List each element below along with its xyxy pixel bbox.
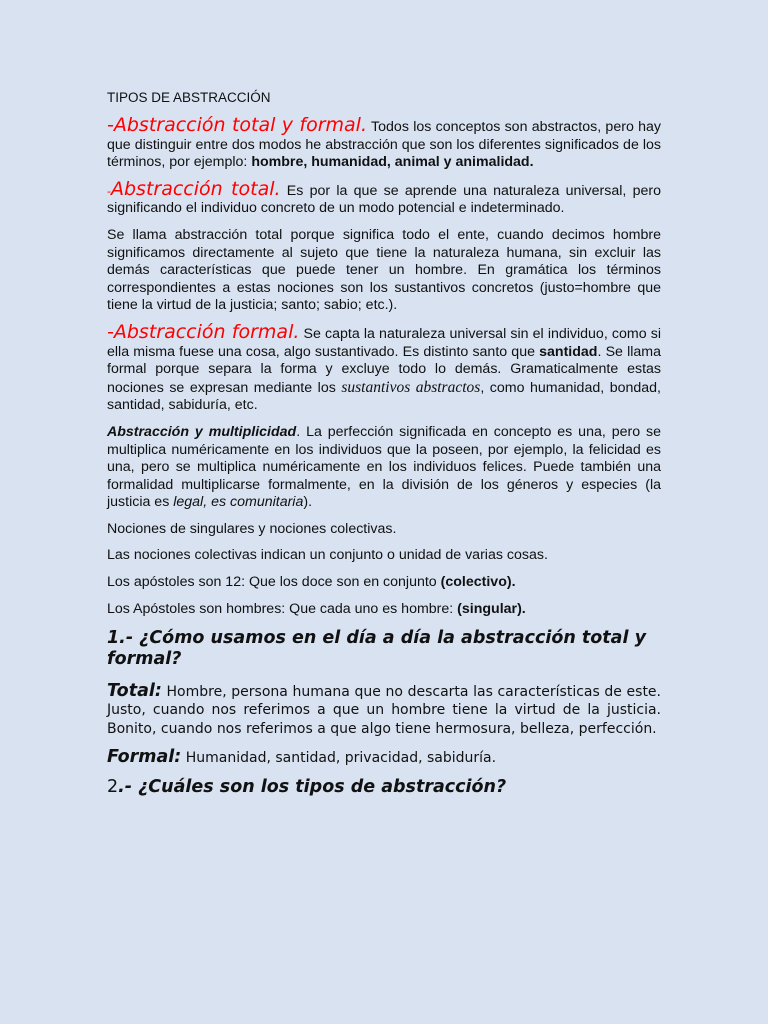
- bold-santidad: santidad: [539, 343, 598, 360]
- question-2: [107, 777, 661, 798]
- paragraph-text: Se capta la naturaleza universal sin el individuo, como si ella misma fuese una cosa, algo sustantivado. Es distinto santo que: [107, 325, 661, 360]
- heading-abstraccion-total-formal: -Abstracción total y formal.: [107, 114, 368, 136]
- paragraph-text: Nociones de singulares y nociones colectivas.: [107, 520, 397, 537]
- paragraph-text: Los apóstoles son 12: Que los doce son en conjunto: [107, 574, 441, 591]
- answer-text: Hombre, persona humana que no descarta las características de este. Justo, cuando nos referimos a que un hombre tiene la virtud de la justicia. Bonito, cuando nos referimos a que algo tiene hermosura, belleza, perfección.: [107, 684, 661, 737]
- label-total: Total:: [107, 681, 162, 702]
- paragraph-text: Se llama abstracción total porque significa todo el ente, cuando decimos hombre significamos directamente al sujeto que tiene la naturaleza humana, sin excluir las demás características que puede tener un hombre. En gramática los términos correspondientes a estas nociones son los sustantivos concretos (justo=hombre que tiene la virtud de la justicia; santo; sabio; etc.).: [107, 226, 661, 314]
- paragraph-multiplicidad: [107, 424, 661, 512]
- paragraph-formal: [107, 320, 661, 415]
- bold-examples: hombre, humanidad, animal y animalidad.: [251, 154, 534, 171]
- heading-abstraccion-total: Abstracción total.: [110, 177, 281, 200]
- paragraph-text: Los Apóstoles son hombres: Que cada uno es hombre:: [107, 600, 458, 617]
- paragraph-nociones: [107, 521, 661, 539]
- paragraph-total: [107, 177, 661, 218]
- bold-singular: (singular).: [457, 600, 526, 617]
- paragraph-text: , como humanidad, bondad, santidad, sabiduría, etc.: [107, 379, 661, 414]
- paragraph-total-explanation: [107, 227, 661, 315]
- red-dash: -: [107, 184, 111, 198]
- paragraph-text: . Se llama formal porque separa la forma y excluye todo lo demás. Gramaticalmente estas nociones se expresan mediante los: [107, 343, 661, 396]
- paragraph-apostoles-singular: [107, 601, 661, 619]
- paragraph-text: ).: [303, 494, 313, 511]
- document-page: [107, 90, 661, 810]
- paragraph-text: Es por la que se aprende una naturaleza universal, pero significando el individuo concreto de un modo potencial e indeterminado.: [107, 182, 661, 217]
- italic-legal: legal, es comunitaria: [173, 494, 304, 511]
- heading-abstraccion-multiplicidad: Abstracción y multiplicidad: [107, 423, 297, 440]
- paragraph-apostoles-colectivo: [107, 574, 661, 592]
- heading-abstraccion-formal: -Abstracción formal.: [107, 320, 300, 343]
- label-formal: Formal:: [107, 746, 182, 767]
- answer-formal: [107, 748, 661, 767]
- question-2-number: 2: [107, 777, 119, 798]
- answer-text: Humanidad, santidad, privacidad, sabiduría.: [181, 749, 497, 766]
- question-2-text: .- ¿Cuáles son los tipos de abstracción?: [118, 777, 507, 798]
- answer-total: [107, 682, 661, 738]
- bold-colectivo: (colectivo).: [440, 574, 516, 591]
- question-1: 1.- ¿Cómo usamos en el día a día la abstracción total y formal?: [107, 628, 646, 670]
- paragraph-total-formal: [107, 114, 661, 172]
- italic-sustantivos-abstractos: sustantivos abstractos: [341, 378, 481, 396]
- paragraph-text: . La perfección significada en concepto es una, pero se multiplica numéricamente en los individuos que la poseen, por ejemplo, la felicidad es una, pero se multiplica numéricamente en los individuos felices. Puede también una formalidad multiplicarse formalmente, en la división de los géneros y especies (la justicia es: [107, 423, 661, 511]
- paragraph-text: Todos los conceptos son abstractos, pero hay que distinguir entre dos modos he abstracción que son los diferentes significados de los términos, por ejemplo:: [107, 119, 661, 171]
- document-title: TIPOS DE ABSTRACCIÓN: [107, 90, 271, 105]
- paragraph-colectivas: [107, 547, 661, 565]
- paragraph-text: Las nociones colectivas indican un conjunto o unidad de varias cosas.: [107, 547, 548, 564]
